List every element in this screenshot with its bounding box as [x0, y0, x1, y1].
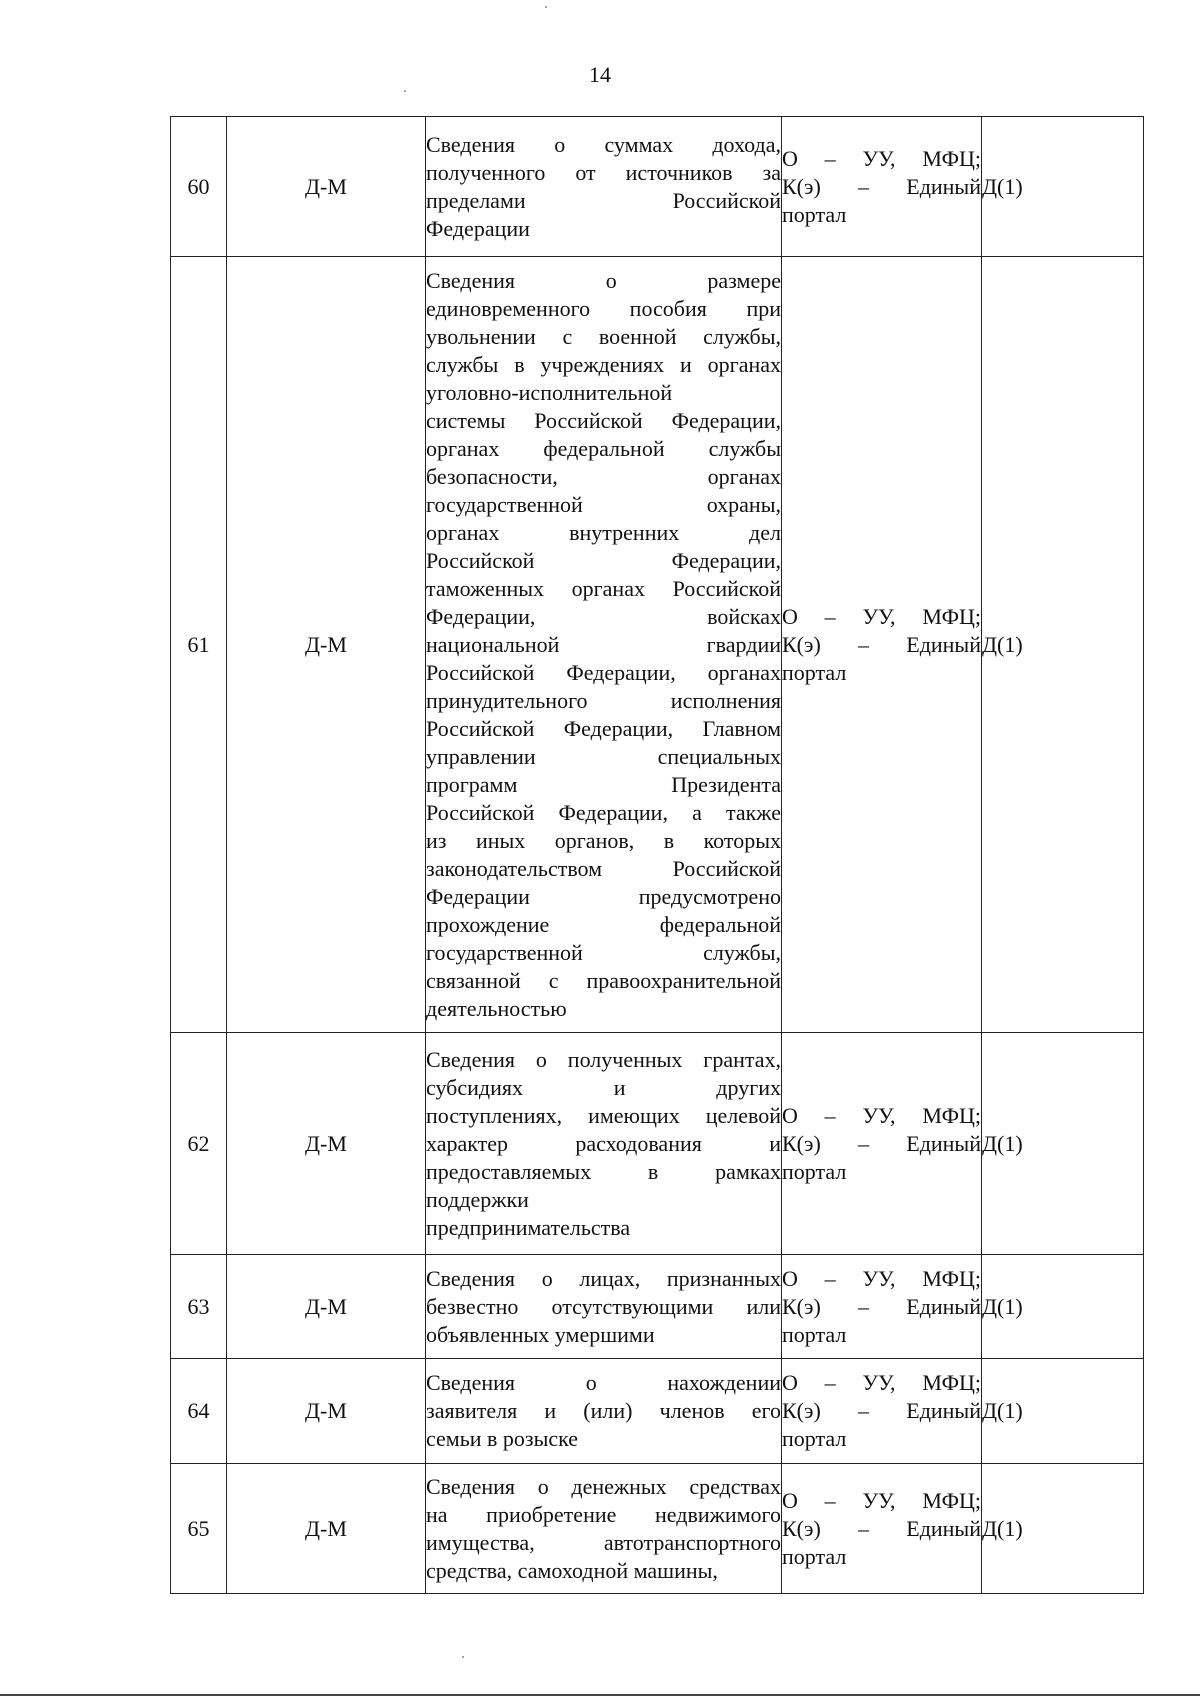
description-line: Федерации [426, 215, 530, 241]
description-line: характер расходования и [426, 1130, 781, 1156]
description-line: Сведения о лицах, признанных [426, 1265, 781, 1291]
source-line: портал [782, 1543, 847, 1569]
row-term: Д(1) [982, 1464, 1144, 1594]
source-line: К(э) – Единый [782, 1130, 981, 1156]
description-line: предпринимательства [426, 1214, 631, 1240]
row-code: Д-М [227, 117, 426, 257]
row-source [782, 1255, 982, 1359]
row-code: Д-М [227, 1464, 426, 1594]
source-line: О – УУ, МФЦ; [782, 1370, 981, 1395]
description-line: прохождение федеральной [426, 911, 781, 937]
row-description [426, 117, 782, 257]
source-line: портал [782, 659, 847, 685]
source-line: О – УУ, МФЦ; [782, 145, 981, 171]
scan-speck [545, 6, 547, 8]
row-code: Д-М [227, 1359, 426, 1464]
row-source [782, 1033, 982, 1255]
description-line: службы в учреждениях и органах [426, 351, 781, 377]
description-line: Сведения о нахождении [426, 1370, 781, 1395]
description-line: субсидиях и других [426, 1074, 781, 1100]
description-line: таможенных органах Российской [426, 575, 781, 601]
description-line: на приобретение недвижимого [426, 1501, 781, 1527]
description-line: Сведения о размере [426, 267, 781, 293]
description-line: поддержки [426, 1186, 529, 1212]
description-line: национальной гвардии [426, 631, 781, 657]
row-term: Д(1) [982, 257, 1144, 1033]
description-line: связанной с правоохранительной [426, 967, 781, 993]
row-term: Д(1) [982, 117, 1144, 257]
description-line: органах федеральной службы [426, 435, 781, 461]
row-description [426, 257, 782, 1033]
source-line: К(э) – Единый [782, 1293, 981, 1319]
description-line: безопасности, органах [426, 463, 781, 489]
description-line: Российской Федерации, органах [426, 659, 781, 685]
description-line: системы Российской Федерации, [426, 407, 781, 433]
row-description [426, 1255, 782, 1359]
description-line: семьи в розыске [426, 1426, 579, 1451]
page-number: 14 [589, 62, 611, 87]
source-line: К(э) – Единый [782, 631, 981, 657]
source-line: портал [782, 201, 847, 227]
row-code: Д-М [227, 1255, 426, 1359]
row-description [426, 1464, 782, 1594]
source-line: портал [782, 1321, 847, 1347]
row-term: Д(1) [982, 1255, 1144, 1359]
row-description [426, 1359, 782, 1464]
description-line: имущества, автотранспортного [426, 1529, 781, 1555]
description-line: органах внутренних дел [426, 519, 781, 545]
row-number: 62 [171, 1033, 227, 1255]
description-line: поступлениях, имеющих целевой [426, 1102, 781, 1128]
row-source [782, 1464, 982, 1594]
source-line: О – УУ, МФЦ; [782, 603, 981, 629]
description-line: Сведения о денежных средствах [426, 1473, 781, 1499]
description-line: единовременного пособия при [426, 295, 781, 321]
row-term: Д(1) [982, 1359, 1144, 1464]
scan-speck [462, 1656, 464, 1658]
row-number: 63 [171, 1255, 227, 1359]
description-line: заявителя и (или) членов его [426, 1398, 781, 1423]
description-line: Сведения о суммах дохода, [426, 131, 781, 157]
description-line: объявленных умершими [426, 1321, 655, 1347]
table-row [171, 1464, 1144, 1594]
row-term: Д(1) [982, 1033, 1144, 1255]
description-line: предоставляемых в рамках [426, 1158, 781, 1184]
description-line: Российской Федерации, а также [426, 799, 781, 825]
table-row [171, 1255, 1144, 1359]
source-line: О – УУ, МФЦ; [782, 1487, 981, 1513]
description-line: Сведения о полученных грантах, [426, 1046, 781, 1072]
row-source [782, 117, 982, 257]
description-line: принудительного исполнения [426, 687, 781, 713]
row-number: 61 [171, 257, 227, 1033]
description-line: Российской Федерации, [426, 547, 781, 573]
description-line: государственной службы, [426, 939, 781, 965]
source-line: портал [782, 1426, 847, 1451]
source-line: О – УУ, МФЦ; [782, 1102, 981, 1128]
row-code: Д-М [227, 257, 426, 1033]
source-line: К(э) – Единый [782, 1515, 981, 1541]
description-line: управлении специальных [426, 743, 781, 769]
description-line: Российской Федерации, Главном [426, 715, 781, 741]
description-line: уголовно-исполнительной [426, 379, 673, 405]
description-line: средства, самоходной машины, [426, 1557, 718, 1583]
row-code: Д-М [227, 1033, 426, 1255]
description-line: Федерации, войсках [426, 603, 781, 629]
description-line: пределами Российской [426, 187, 781, 213]
scan-edge-line [0, 1694, 1200, 1696]
description-line: увольнении с военной службы, [426, 323, 781, 349]
table-row [171, 1033, 1144, 1255]
row-number: 64 [171, 1359, 227, 1464]
source-line: К(э) – Единый [782, 1398, 981, 1423]
scan-speck [404, 90, 406, 92]
source-line: К(э) – Единый [782, 173, 981, 199]
row-source [782, 1359, 982, 1464]
row-source [782, 257, 982, 1033]
description-line: Федерации предусмотрено [426, 883, 781, 909]
description-line: безвестно отсутствующими или [426, 1293, 781, 1319]
description-line: деятельностью [426, 995, 567, 1021]
row-description [426, 1033, 782, 1255]
source-line: О – УУ, МФЦ; [782, 1265, 981, 1291]
description-line: полученного от источников за [426, 159, 781, 185]
source-line: портал [782, 1158, 847, 1184]
table-row [171, 1359, 1144, 1464]
data-table [170, 116, 1144, 1594]
row-number: 60 [171, 117, 227, 257]
table-row [171, 117, 1144, 257]
row-number: 65 [171, 1464, 227, 1594]
table-row [171, 257, 1144, 1033]
description-line: программ Президента [426, 771, 781, 797]
description-line: государственной охраны, [426, 491, 781, 517]
description-line: законодательством Российской [426, 855, 781, 881]
description-line: из иных органов, в которых [426, 827, 781, 853]
